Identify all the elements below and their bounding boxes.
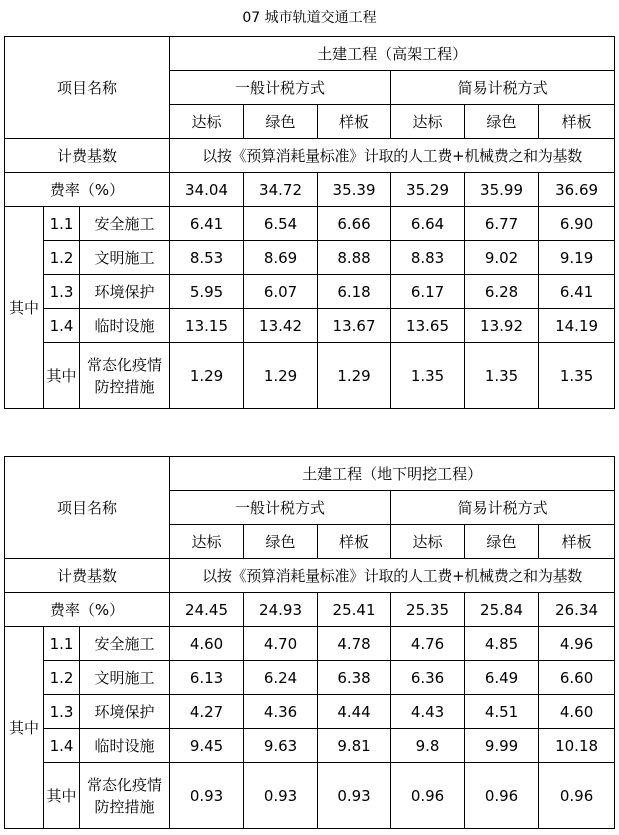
value-cell: 6.64 xyxy=(391,207,465,241)
level-header: 达标 xyxy=(170,105,244,139)
value-cell: 0.96 xyxy=(465,763,539,829)
fee-base-label: 计费基数 xyxy=(5,559,170,593)
value-cell: 8.53 xyxy=(170,241,244,275)
value-cell: 6.66 xyxy=(318,207,391,241)
level-header: 达标 xyxy=(170,525,244,559)
level-header: 绿色 xyxy=(244,105,318,139)
item-code: 1.1 xyxy=(44,207,80,241)
value-cell: 1.29 xyxy=(170,343,244,409)
table-row xyxy=(5,627,615,661)
item-code: 1.3 xyxy=(44,695,80,729)
value-cell: 1.35 xyxy=(391,343,465,409)
rate-cell: 25.84 xyxy=(465,593,539,627)
value-cell: 0.93 xyxy=(170,763,244,829)
item-name: 文明施工 xyxy=(80,241,170,275)
value-cell: 4.85 xyxy=(465,627,539,661)
fee-base-text: 以按《预算消耗量标准》计取的人工费+机械费之和为基数 xyxy=(170,139,615,173)
value-cell: 8.69 xyxy=(244,241,318,275)
value-cell: 0.96 xyxy=(391,763,465,829)
qizhong-sub-label: 其中 xyxy=(44,763,80,829)
value-cell: 4.78 xyxy=(318,627,391,661)
table-row xyxy=(5,457,615,491)
value-cell: 0.96 xyxy=(539,763,615,829)
category-header: 土建工程（高架工程） xyxy=(170,37,615,71)
simple-tax-header: 简易计税方式 xyxy=(391,71,615,105)
table-row xyxy=(5,763,615,829)
rate-cell: 34.72 xyxy=(244,173,318,207)
item-name: 安全施工 xyxy=(80,627,170,661)
item-name: 环境保护 xyxy=(80,275,170,309)
item-code: 1.2 xyxy=(44,661,80,695)
covid-measures-label xyxy=(80,763,170,829)
value-cell: 0.93 xyxy=(244,763,318,829)
covid-label-line1: 常态化疫情 xyxy=(87,775,163,794)
value-cell: 6.41 xyxy=(170,207,244,241)
level-header: 绿色 xyxy=(465,105,539,139)
covid-label-line2: 防控措施 xyxy=(94,797,155,816)
value-cell: 6.07 xyxy=(244,275,318,309)
value-cell: 6.77 xyxy=(465,207,539,241)
qizhong-label: 其中 xyxy=(5,627,44,829)
value-cell: 8.83 xyxy=(391,241,465,275)
value-cell: 9.99 xyxy=(465,729,539,763)
rate-cell: 25.41 xyxy=(318,593,391,627)
rate-cell: 36.69 xyxy=(539,173,615,207)
value-cell: 4.70 xyxy=(244,627,318,661)
value-cell: 9.63 xyxy=(244,729,318,763)
covid-measures-label xyxy=(80,343,170,409)
simple-tax-header: 简易计税方式 xyxy=(391,491,615,525)
value-cell: 13.15 xyxy=(170,309,244,343)
value-cell: 1.29 xyxy=(244,343,318,409)
table-row xyxy=(5,275,615,309)
value-cell: 4.36 xyxy=(244,695,318,729)
value-cell: 6.90 xyxy=(539,207,615,241)
rate-cell: 34.04 xyxy=(170,173,244,207)
table-row xyxy=(5,173,615,207)
value-cell: 4.44 xyxy=(318,695,391,729)
fee-table-elevated xyxy=(4,36,615,409)
value-cell: 9.02 xyxy=(465,241,539,275)
rate-cell: 24.93 xyxy=(244,593,318,627)
value-cell: 6.38 xyxy=(318,661,391,695)
value-cell: 9.8 xyxy=(391,729,465,763)
value-cell: 4.51 xyxy=(465,695,539,729)
value-cell: 6.36 xyxy=(391,661,465,695)
value-cell: 6.60 xyxy=(539,661,615,695)
value-cell: 6.13 xyxy=(170,661,244,695)
value-cell: 9.45 xyxy=(170,729,244,763)
category-header: 土建工程（地下明挖工程） xyxy=(170,457,615,491)
item-name: 临时设施 xyxy=(80,309,170,343)
rate-label: 费率（%） xyxy=(5,173,170,207)
item-code: 1.2 xyxy=(44,241,80,275)
covid-label-line2: 防控措施 xyxy=(94,377,155,396)
table-row xyxy=(5,139,615,173)
level-header: 样板 xyxy=(539,105,615,139)
value-cell: 9.19 xyxy=(539,241,615,275)
value-cell: 1.35 xyxy=(539,343,615,409)
value-cell: 8.88 xyxy=(318,241,391,275)
value-cell: 13.65 xyxy=(391,309,465,343)
covid-label-line1: 常态化疫情 xyxy=(87,355,163,374)
value-cell: 14.19 xyxy=(539,309,615,343)
qizhong-label: 其中 xyxy=(5,207,44,409)
table-row xyxy=(5,695,615,729)
value-cell: 6.17 xyxy=(391,275,465,309)
item-code: 1.1 xyxy=(44,627,80,661)
level-header: 绿色 xyxy=(244,525,318,559)
rate-label: 费率（%） xyxy=(5,593,170,627)
table-row xyxy=(5,37,615,71)
fee-base-text: 以按《预算消耗量标准》计取的人工费+机械费之和为基数 xyxy=(170,559,615,593)
rate-cell: 26.34 xyxy=(539,593,615,627)
rate-cell: 35.39 xyxy=(318,173,391,207)
table-row xyxy=(5,661,615,695)
item-code: 1.4 xyxy=(44,309,80,343)
table-row xyxy=(5,309,615,343)
value-cell: 1.29 xyxy=(318,343,391,409)
rate-cell: 24.45 xyxy=(170,593,244,627)
level-header: 样板 xyxy=(318,105,391,139)
table-row xyxy=(5,729,615,763)
value-cell: 4.27 xyxy=(170,695,244,729)
value-cell: 4.96 xyxy=(539,627,615,661)
value-cell: 1.35 xyxy=(465,343,539,409)
value-cell: 6.18 xyxy=(318,275,391,309)
item-name: 安全施工 xyxy=(80,207,170,241)
level-header: 达标 xyxy=(391,105,465,139)
value-cell: 13.42 xyxy=(244,309,318,343)
value-cell: 6.49 xyxy=(465,661,539,695)
item-name: 文明施工 xyxy=(80,661,170,695)
rate-cell: 35.99 xyxy=(465,173,539,207)
value-cell: 13.67 xyxy=(318,309,391,343)
table-row xyxy=(5,559,615,593)
table-row xyxy=(5,593,615,627)
item-code: 1.4 xyxy=(44,729,80,763)
level-header: 绿色 xyxy=(465,525,539,559)
general-tax-header: 一般计税方式 xyxy=(170,491,391,525)
value-cell: 4.43 xyxy=(391,695,465,729)
project-name-header: 项目名称 xyxy=(5,457,170,559)
item-code: 1.3 xyxy=(44,275,80,309)
value-cell: 6.41 xyxy=(539,275,615,309)
value-cell: 4.76 xyxy=(391,627,465,661)
item-name: 临时设施 xyxy=(80,729,170,763)
document-title: 07 城市轨道交通工程 xyxy=(242,10,377,26)
value-cell: 5.95 xyxy=(170,275,244,309)
value-cell: 6.54 xyxy=(244,207,318,241)
level-header: 样板 xyxy=(539,525,615,559)
value-cell: 13.92 xyxy=(465,309,539,343)
value-cell: 4.60 xyxy=(539,695,615,729)
value-cell: 9.81 xyxy=(318,729,391,763)
value-cell: 0.93 xyxy=(318,763,391,829)
value-cell: 6.28 xyxy=(465,275,539,309)
fee-table-underground xyxy=(4,456,615,829)
project-name-header: 项目名称 xyxy=(5,37,170,139)
table-row xyxy=(5,343,615,409)
value-cell: 6.24 xyxy=(244,661,318,695)
value-cell: 10.18 xyxy=(539,729,615,763)
item-name: 环境保护 xyxy=(80,695,170,729)
qizhong-sub-label: 其中 xyxy=(44,343,80,409)
level-header: 达标 xyxy=(391,525,465,559)
rate-cell: 25.35 xyxy=(391,593,465,627)
general-tax-header: 一般计税方式 xyxy=(170,71,391,105)
level-header: 样板 xyxy=(318,525,391,559)
table-row xyxy=(5,207,615,241)
fee-base-label: 计费基数 xyxy=(5,139,170,173)
table-row xyxy=(5,241,615,275)
value-cell: 4.60 xyxy=(170,627,244,661)
rate-cell: 35.29 xyxy=(391,173,465,207)
